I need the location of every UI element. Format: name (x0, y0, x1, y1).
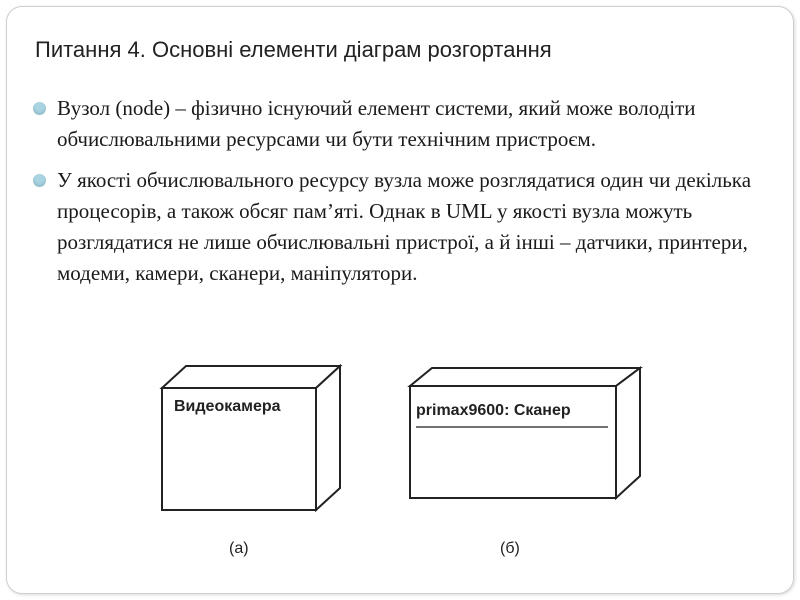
bullet-dot-icon (33, 102, 46, 115)
node-cube-b (400, 364, 650, 524)
slide-title: Питання 4. Основні елементи діаграм розгортання (35, 37, 552, 62)
node-label-b: primax9600: Сканер (416, 402, 571, 419)
node-diagram-b (400, 364, 650, 524)
caption-a: (а) (229, 540, 249, 557)
node-cube-a (150, 360, 350, 520)
bullet-text: У якості обчислювального ресурсу вузла може розглядатися один чи декілька процесорів, а також обсяг пам’яті. Однак в UML у якості вузла можуть розглядатися не лише обчислювальні пристрої, а й інші – датчики, принтери, модеми, камери, сканери, маніпулятори. (57, 168, 752, 285)
bullet-dot-icon (33, 174, 46, 187)
bullet-item (31, 93, 751, 155)
node-label-a: Видеокамера (174, 398, 281, 415)
node-diagram-a (150, 360, 350, 520)
bullet-text: Вузол (node) – фізично існуючий елемент системи, який може володіти обчислювальними ресурсами чи бути технічним пристроєм. (57, 96, 696, 151)
caption-b: (б) (500, 540, 520, 557)
bullet-item (31, 165, 751, 289)
bullet-list (31, 93, 751, 299)
